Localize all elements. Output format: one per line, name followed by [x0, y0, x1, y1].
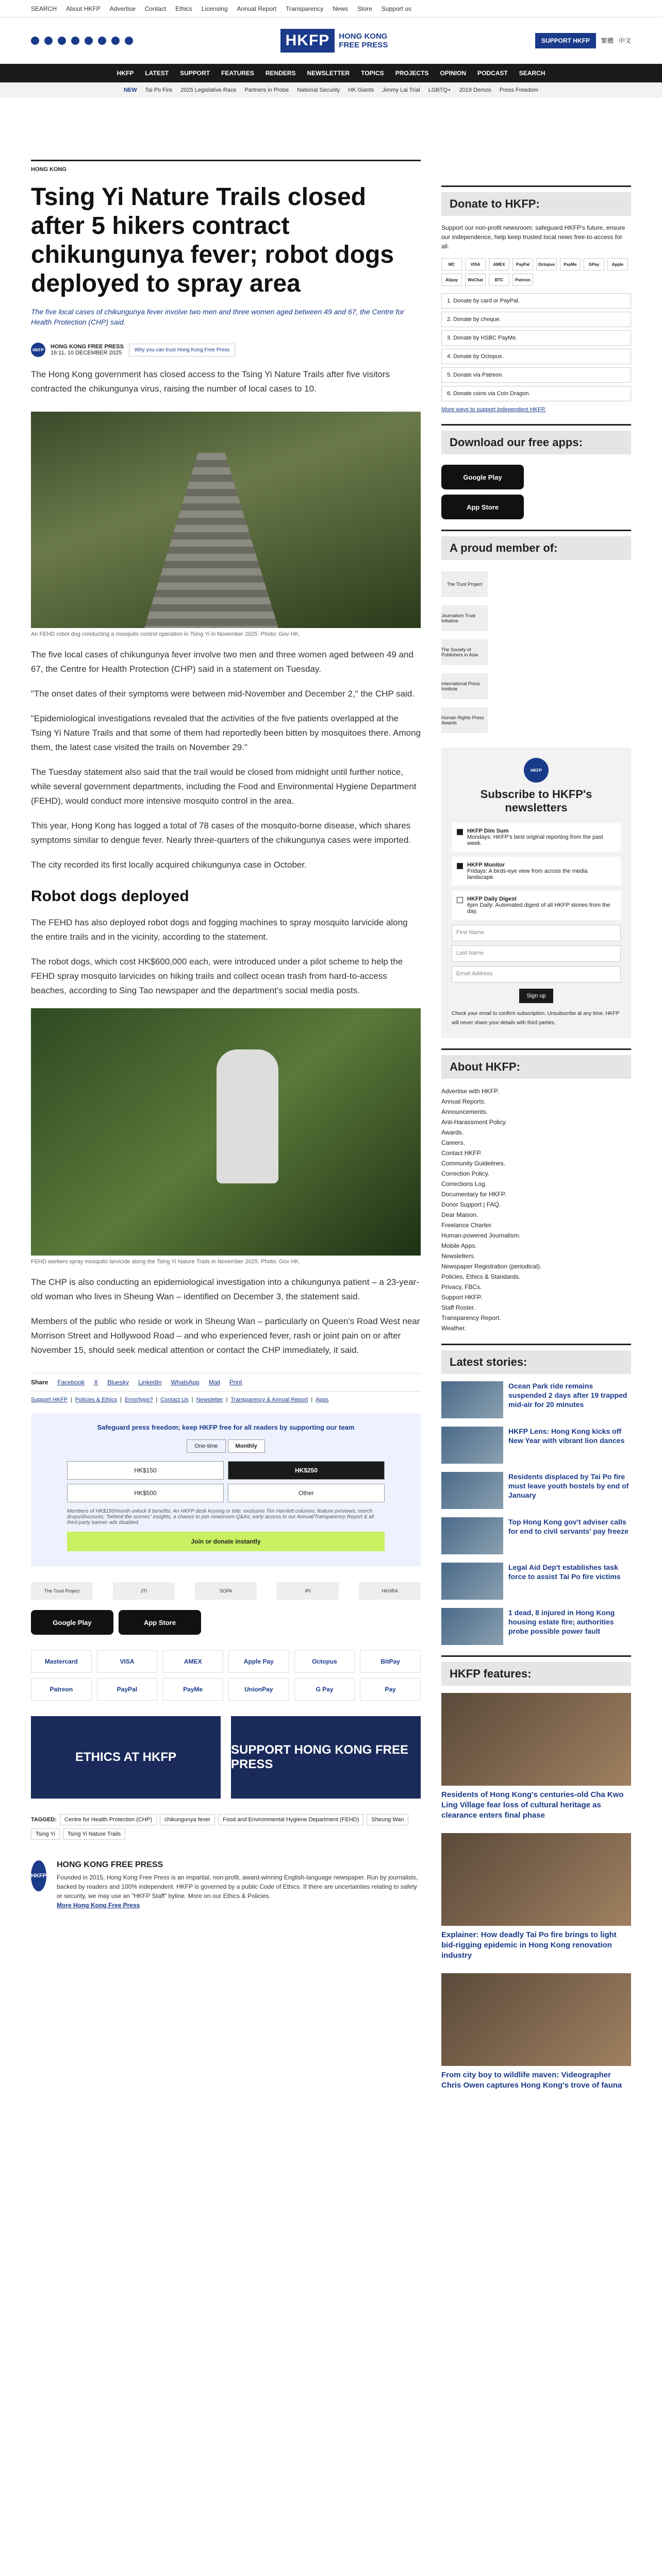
about-link[interactable]: Policies, Ethics & Standards. — [441, 1273, 521, 1280]
checkbox-icon[interactable] — [457, 863, 463, 869]
payment-logo[interactable]: Pay — [360, 1678, 421, 1701]
sidebar-heading: HKFP features: — [441, 1662, 631, 1686]
share-print[interactable]: Print — [229, 1379, 242, 1386]
feature-title[interactable]: Explainer: How deadly Tai Po fire brings to light bid-rigging epidemic in Hong Kong renovation industry — [441, 1930, 617, 1960]
logo-text: HONG KONG FREE PRESS — [339, 31, 388, 49]
share-whatsapp[interactable]: WhatsApp — [171, 1379, 200, 1386]
share-label: Share — [31, 1379, 48, 1386]
payment-logo[interactable]: PayPal — [97, 1678, 158, 1701]
byline — [31, 343, 421, 357]
donation-method[interactable]: 1. Donate by card or PayPal. — [441, 293, 631, 309]
footer-link[interactable]: Contact Us — [160, 1397, 189, 1403]
checkbox-icon[interactable] — [457, 829, 463, 835]
newsletter-note: Check your email to confirm subscription. Unsubscribe at any time. HKFP will never share your details with third parties. — [452, 1011, 619, 1026]
donation-method[interactable]: 3. Donate by HSBC PayMe. — [441, 330, 631, 346]
about-link[interactable]: Newspaper Registration (periodical). — [441, 1263, 542, 1270]
paragraph: The Tuesday statement also said that the trail would be closed from midnight until further notice, while several government departments, including the Food and Environmental Hygiene Department (FEHD), would conduct more intensive mosquito control in the area. — [31, 767, 417, 806]
tag[interactable]: Centre for Health Protection (CHP) — [60, 1814, 157, 1825]
newsletter-signup — [441, 748, 631, 1038]
feature-title[interactable]: Residents of Hong Kong's centuries-old Cha Kwo Ling Village fear loss of cultural heritage as clearance enters final phase — [441, 1790, 624, 1820]
story-thumbnail[interactable] — [441, 1608, 503, 1645]
paragraph: The robot dogs, which cost HK$600,000 each, were introduced under a pilot scheme to help the FEHD spray mosquito larvicides on hiking trails and collect ocean trash from hard-to-access beaches, according to Sing Tao newspaper and the department's social media posts. — [31, 957, 403, 995]
paragraph: "The onset dates of their symptoms were between mid-November and December 2," the CHP said. — [31, 689, 415, 699]
nav-item[interactable]: TOPICS — [361, 70, 384, 77]
feature-title[interactable]: From city boy to wildlife maven: Videographer Chris Owen captures Hong Kong's trove of fauna — [441, 2071, 622, 2090]
story-thumbnail[interactable] — [441, 1517, 503, 1554]
threads-icon[interactable] — [71, 37, 79, 45]
card-logo: AMEX — [489, 258, 509, 270]
partner-logo[interactable]: JTI — [113, 1582, 175, 1600]
paragraph: Members of the public who reside or work in Sheung Wan – particularly on Queen's Road West near Morrison Street and Hollywood Road – and who experienced fever, rash or joint pain on or after November 15, should seek medical attention or contact the CHP immediately, it said. — [31, 1316, 420, 1355]
tag[interactable]: Tsing Yi Nature Trails — [63, 1828, 125, 1840]
about-link[interactable]: Documentary for HKFP. — [441, 1191, 506, 1198]
nav-item[interactable]: HKFP — [117, 70, 134, 77]
about-link[interactable]: Awards. — [441, 1129, 464, 1136]
payment-methods — [31, 1650, 421, 1701]
youtube-icon[interactable] — [98, 37, 106, 45]
newsletter-option[interactable]: HKFP Dim Sum Mondays: HKFP's best original reporting from the past week. — [452, 823, 621, 852]
payment-logo[interactable]: AMEX — [162, 1650, 223, 1673]
topic-link[interactable]: Partners in Probe — [244, 87, 289, 93]
membership-note: Members of HK$150/month unlock 8 benefits: An HKFP desk keyring or tote; exclusive Tim Hamlett columns; feature previews; merch drops/discounts; "behind the scenes" insights; a chance to join newsroom Q&As; early access to our Annual/Transparency Report & all third-party banner ads disabled. — [67, 1509, 374, 1526]
donation-methods — [441, 293, 631, 401]
google-play-badge[interactable]: Google Play — [31, 1610, 113, 1635]
topbar-link[interactable]: Contact — [144, 5, 167, 12]
donation-method[interactable]: 6. Donate coins via Coin Dragon. — [441, 386, 631, 401]
signup-button[interactable]: Sign up — [519, 989, 553, 1003]
paragraph: The CHP is also conducting an epidemiological investigation into a chikungunya patient – a 23-year-old woman who lives in Sheung Wan – identified on December 3, the statement said. — [31, 1277, 419, 1301]
search-link[interactable]: SEARCH — [31, 5, 57, 12]
about-link[interactable]: Donor Support | FAQ. — [441, 1201, 501, 1208]
app-store-badge[interactable]: App Store — [119, 1610, 201, 1635]
author-name[interactable]: HONG KONG FREE PRESS — [51, 344, 124, 350]
latest-story[interactable]: Ocean Park ride remains suspended 2 days after 19 trapped mid-air for 20 minutes — [441, 1381, 631, 1418]
newsletter-option[interactable]: HKFP Monitor Fridays: A birds-eye view from across the media landscape. — [452, 857, 621, 886]
amount-option-selected[interactable]: HK$250 — [228, 1461, 385, 1480]
site-header — [0, 18, 662, 64]
about-link[interactable]: Transparency Report. — [441, 1314, 501, 1321]
nav-item[interactable]: NEWSLETTER — [307, 70, 350, 77]
app-badges — [31, 1610, 421, 1635]
tag[interactable]: Tsing Yi — [31, 1828, 60, 1840]
member-logo[interactable]: International Press Institute — [441, 673, 488, 699]
paragraph: This year, Hong Kong has logged a total of 78 cases of the mosquito-borne disease, which shares symptoms similar to dengue fever. Nearly three-quarters of the chikungunya cases were imported. — [31, 821, 411, 845]
latest-story[interactable]: HKFP Lens: Hong Kong kicks off New Year with vibrant lion dances — [441, 1427, 631, 1464]
nav-item[interactable]: SEARCH — [519, 70, 545, 77]
tab-one-time[interactable]: One-time — [187, 1439, 225, 1453]
tag[interactable]: Sheung Wan — [367, 1814, 408, 1825]
email-icon[interactable] — [111, 37, 120, 45]
story-thumbnail[interactable] — [441, 1427, 503, 1464]
tab-monthly[interactable]: Monthly — [228, 1439, 265, 1453]
join-button[interactable]: Join or donate instantly — [67, 1532, 385, 1551]
payment-logo[interactable]: Apple Pay — [228, 1650, 289, 1673]
sidebar-heading: Latest stories: — [441, 1350, 631, 1374]
checkbox-icon[interactable] — [457, 897, 463, 903]
card-logo: VISA — [465, 258, 486, 270]
about-link[interactable]: Careers. — [441, 1139, 466, 1146]
payment-logo[interactable]: PayMe — [162, 1678, 223, 1701]
card-logo: BTC — [489, 274, 509, 286]
topic-link[interactable]: 2025 Legislative Race — [180, 87, 237, 93]
share-linkedin[interactable]: LinkedIn — [138, 1379, 162, 1386]
member-logo[interactable]: The Trust Project — [441, 571, 488, 597]
share-bluesky[interactable]: Bluesky — [107, 1379, 129, 1386]
top-utility-bar — [0, 0, 662, 18]
publisher-avatar: HKFP — [31, 1860, 46, 1891]
story-thumbnail[interactable] — [441, 1381, 503, 1418]
card-logo: WeChat — [465, 274, 486, 286]
latest-story[interactable]: Residents displaced by Tai Po fire must leave youth hostels by end of January — [441, 1472, 631, 1509]
publisher-bio: Founded in 2015, Hong Kong Free Press is an impartial, non-profit, award-winning English-language newspaper. Run by journalists, backed by readers and 100% independent. HKFP is governed by a public Code of Ethics. If there are uncertainties relating to safety or security, we may use an "HKFP Staff" byline. More on our Ethics & Policies. — [56, 1874, 418, 1900]
paragraph: "Epidemiological investigations revealed that the activities of the five patients overlapped at the Tsing Yi Nature Trails and that some of them had reportedly been bitten by mosquitoes there. Among them, the latest case visited the trails on November 29." — [31, 714, 421, 752]
topbar-link[interactable]: About HKFP — [66, 5, 101, 12]
latest-story[interactable]: Legal Aid Dep't establishes task force to assist Tai Po fire victims — [441, 1563, 631, 1600]
photo-caption: An FEHD robot dog conducting a mosquito control operation in Tsing Yi in November 2025. Photo: Gov HK. — [31, 631, 300, 637]
amount-option[interactable]: HK$150 — [67, 1461, 224, 1480]
footer-links: Support HKFP | Policies & Ethics | Error/typo? | Contact Us | Newsletter | Transparency & Annual Report | Apps — [31, 1397, 329, 1403]
topbar-link[interactable]: Transparency — [286, 5, 324, 12]
first-name-field[interactable]: First Name — [452, 925, 621, 941]
feature-image[interactable] — [441, 1833, 631, 1926]
sidebar-heading: Donate to HKFP: — [441, 192, 631, 216]
partner-logo[interactable]: HKHRA — [359, 1582, 421, 1600]
card-logo: GPay — [584, 258, 604, 270]
about-link[interactable]: Corrections Log. — [441, 1180, 487, 1188]
bluesky-icon[interactable] — [85, 37, 93, 45]
sidebar-heading: Download our free apps: — [441, 431, 631, 454]
main-nav — [0, 64, 662, 82]
sidebar — [441, 175, 631, 2103]
footer-link[interactable]: Apps — [316, 1397, 329, 1403]
nav-item[interactable]: RENDERS — [265, 70, 296, 77]
publisher-name: HONG KONG FREE PRESS — [56, 1860, 163, 1869]
about-link[interactable]: Community Guidelines. — [441, 1160, 506, 1167]
about-link[interactable]: Anti-Harassment Policy. — [441, 1118, 507, 1126]
about-link[interactable]: Correction Policy. — [441, 1170, 490, 1177]
payment-logo[interactable]: BitPay — [360, 1650, 421, 1673]
topic-link[interactable]: HK Giants — [348, 87, 374, 93]
about-link[interactable]: Support HKFP. — [441, 1294, 483, 1301]
rss-icon[interactable] — [125, 37, 133, 45]
about-link[interactable]: Human-powered Journalism. — [441, 1232, 521, 1239]
about-link[interactable]: Announcements. — [441, 1108, 488, 1115]
promo-banners — [31, 1716, 421, 1799]
topic-nav — [0, 82, 662, 98]
about-links — [441, 1086, 631, 1333]
footer-link[interactable]: Error/typo? — [124, 1397, 153, 1403]
larvicide-spray-photo — [31, 1008, 421, 1256]
payment-logo[interactable]: UnionPay — [228, 1678, 289, 1701]
card-logo: PayMe — [560, 258, 581, 270]
about-link[interactable]: Weather. — [441, 1325, 466, 1332]
topic-link[interactable]: Jimmy Lai Trial — [382, 87, 420, 93]
share-mail[interactable]: Mail — [208, 1379, 220, 1386]
about-link[interactable]: Staff Roster. — [441, 1304, 475, 1311]
feature-image[interactable] — [441, 1973, 631, 2066]
site-logo[interactable] — [280, 29, 388, 53]
photo-caption: FEHD workers spray mosquito larvicide along the Tsing Yi Nature Trails in November 2025. Photo: Gov HK. — [31, 1259, 301, 1265]
last-name-field[interactable]: Last Name — [452, 945, 621, 962]
nav-item[interactable]: OPINION — [440, 70, 467, 77]
share-x[interactable]: X — [94, 1379, 98, 1386]
article-title: Tsing Yi Nature Trails closed after 5 hikers contract chikungunya fever; robot dogs deployed to spray area — [31, 183, 394, 297]
partner-logo[interactable]: SOPA — [195, 1582, 257, 1600]
footer-link[interactable]: Support HKFP — [31, 1397, 68, 1403]
paragraph: The Hong Kong government has closed access to the Tsing Yi Nature Trails after five visitors contracted the chikungunya virus, raising the number of local cases to 10. — [31, 369, 390, 394]
latest-story[interactable]: Top Hong Kong gov't adviser calls for end to civil servants' pay freeze — [441, 1517, 631, 1554]
amount-other[interactable]: Other — [228, 1484, 385, 1502]
topic-link[interactable]: Press Freedom — [499, 87, 539, 93]
facebook-icon[interactable] — [31, 37, 39, 45]
about-link[interactable]: Contact HKFP. — [441, 1149, 482, 1157]
story-thumbnail[interactable] — [441, 1472, 503, 1509]
topbar-link[interactable]: News — [333, 5, 349, 12]
tag-list — [31, 1814, 421, 1840]
topbar-link[interactable]: Licensing — [201, 5, 228, 12]
member-logo[interactable]: The Society of Publishers in Asia — [441, 639, 488, 665]
robot-dog-photo — [31, 412, 421, 628]
about-link[interactable]: Freelance Charter. — [441, 1222, 493, 1229]
trust-badge[interactable]: Why you can trust Hong Kong Free Press — [129, 344, 236, 357]
about-link[interactable]: Annual Reports. — [441, 1098, 486, 1105]
nav-item[interactable]: PODCAST — [477, 70, 508, 77]
newsletter-title: Subscribe to HKFP's newsletters — [480, 788, 592, 814]
card-logo: Apple — [607, 258, 628, 270]
sidebar-heading: About HKFP: — [441, 1055, 631, 1079]
topic-link[interactable]: Tai Po Fire — [145, 87, 173, 93]
about-link[interactable]: Newsletters. — [441, 1252, 476, 1260]
tags-label: TAGGED: — [31, 1817, 57, 1823]
more-ways-link[interactable]: More ways to support independent HKFP. — [441, 406, 546, 413]
app-store-badge[interactable]: App Store — [441, 495, 524, 519]
partner-logos — [31, 1582, 421, 1600]
tag[interactable]: Food and Environmental Hygiene Department (FEHD) — [218, 1814, 363, 1825]
paragraph: The FEHD has also deployed robot dogs and fogging machines to spray mosquito larvicide along the entire trails and in the vicinity, according to the statement. — [31, 918, 408, 942]
topbar-link[interactable]: Store — [357, 5, 372, 12]
section-heading: Robot dogs deployed — [31, 888, 189, 905]
member-logo[interactable]: Human Rights Press Awards — [441, 707, 488, 733]
nav-item[interactable]: FEATURES — [221, 70, 254, 77]
payment-logo[interactable]: VISA — [97, 1650, 158, 1673]
payment-logo[interactable]: Mastercard — [31, 1650, 92, 1673]
donation-method[interactable]: 2. Donate by cheque. — [441, 312, 631, 327]
footer-link[interactable]: Policies & Ethics — [75, 1397, 118, 1403]
about-link[interactable]: Privacy, FBCs. — [441, 1283, 482, 1291]
publisher-box — [31, 1860, 421, 1910]
lang-link[interactable]: 中文 — [618, 37, 631, 44]
publish-date: 16:11, 10 DECEMBER 2025 — [51, 350, 122, 356]
donation-method[interactable]: 5. Donate via Patreon. — [441, 367, 631, 383]
sidebar-heading: A proud member of: — [441, 536, 631, 560]
support-promo[interactable]: SUPPORT HONG KONG FREE PRESS — [231, 1716, 421, 1799]
more-from-publisher[interactable]: More Hong Kong Free Press — [56, 1902, 140, 1909]
article-category[interactable]: HONG KONG — [31, 160, 421, 173]
donation-title: Safeguard press freedom; keep HKFP free for all readers by supporting our team — [97, 1423, 355, 1431]
payment-logo[interactable]: G Pay — [294, 1678, 355, 1701]
topic-link[interactable]: National Security — [297, 87, 340, 93]
latest-story[interactable]: 1 dead, 8 injured in Hong Kong housing estate fire; authorities probe possible power fault — [441, 1608, 631, 1645]
email-field[interactable]: Email Address — [452, 966, 621, 982]
nav-item[interactable]: LATEST — [145, 70, 169, 77]
share-facebook[interactable]: Facebook — [57, 1379, 85, 1386]
card-logos — [441, 258, 631, 286]
topic-link[interactable]: 2019 Demos — [459, 87, 491, 93]
about-link[interactable]: Advertise with HKFP. — [441, 1088, 499, 1095]
card-logo: Octopus — [536, 258, 557, 270]
topbar-link[interactable]: Support us — [381, 5, 411, 12]
story-thumbnail[interactable] — [441, 1563, 503, 1600]
newsletter-logo: HKFP — [524, 758, 549, 783]
paragraph: The city recorded its first locally acquired chikungunya case in October. — [31, 860, 307, 870]
about-link[interactable]: Mobile Apps. — [441, 1242, 477, 1249]
author-avatar: HKFP — [31, 343, 45, 357]
topic-link[interactable]: LGBTQ+ — [428, 87, 451, 93]
new-label: NEW — [123, 87, 137, 93]
social-icons — [31, 37, 133, 45]
instagram-icon[interactable] — [58, 37, 66, 45]
donate-text: Support our non-profit newsroom: safeguard HKFP's future, ensure our independence, help keep trusted local news free-to-access for all. — [441, 224, 625, 250]
article-dek: The five local cases of chikungunya fever involve two men and three women aged between 49 and 67, the Centre for Health Protection (CHP) said. — [31, 308, 404, 326]
donation-widget — [31, 1413, 421, 1567]
about-link[interactable]: Dear Maison. — [441, 1211, 478, 1218]
topbar-link[interactable]: Annual Report — [237, 5, 277, 12]
card-logo: Patreon — [512, 274, 533, 286]
article-main — [31, 166, 421, 2103]
paragraph: The five local cases of chikungunya fever involve two men and three women aged between 49 and 67, the Centre for Health Protection (CHP) said in a statement on Tuesday. — [31, 650, 413, 674]
feature-image[interactable] — [441, 1693, 631, 1786]
card-logo: MC — [441, 258, 462, 270]
footer-link[interactable]: Transparency & Annual Report — [230, 1397, 308, 1403]
payment-logo[interactable]: Patreon — [31, 1678, 92, 1701]
donation-method[interactable]: 4. Donate by Octopus. — [441, 349, 631, 364]
google-play-badge[interactable]: Google Play — [441, 465, 524, 489]
payment-logo[interactable]: Octopus — [294, 1650, 355, 1673]
newsletter-option[interactable]: HKFP Daily Digest 6pm Daily: Automated digest of all HKFP stories from the day. — [452, 891, 621, 920]
topbar-link[interactable]: Ethics — [175, 5, 192, 12]
ethics-promo[interactable]: ETHICS AT HKFP — [31, 1716, 221, 1799]
tag[interactable]: chikungunya fever — [160, 1814, 215, 1825]
card-logo: Alipay — [441, 274, 462, 286]
card-logo: PayPal — [512, 258, 533, 270]
topbar-link[interactable]: Advertise — [109, 5, 136, 12]
member-logo[interactable]: Journalism Trust Initiative — [441, 605, 488, 631]
partner-logo[interactable]: The Trust Project — [31, 1582, 93, 1600]
nav-item[interactable]: PROJECTS — [395, 70, 429, 77]
support-button[interactable]: SUPPORT HKFP — [535, 33, 596, 48]
share-bar — [31, 1373, 421, 1392]
lang-link[interactable]: 繁體 — [601, 37, 614, 44]
footer-link[interactable]: Newsletter — [196, 1397, 223, 1403]
nav-item[interactable]: SUPPORT — [180, 70, 210, 77]
logo-mark: HKFP — [280, 29, 335, 53]
header-right — [535, 33, 631, 48]
partner-logo[interactable]: IPI — [277, 1582, 339, 1600]
amount-option[interactable]: HK$500 — [67, 1484, 224, 1502]
x-icon[interactable] — [44, 37, 53, 45]
